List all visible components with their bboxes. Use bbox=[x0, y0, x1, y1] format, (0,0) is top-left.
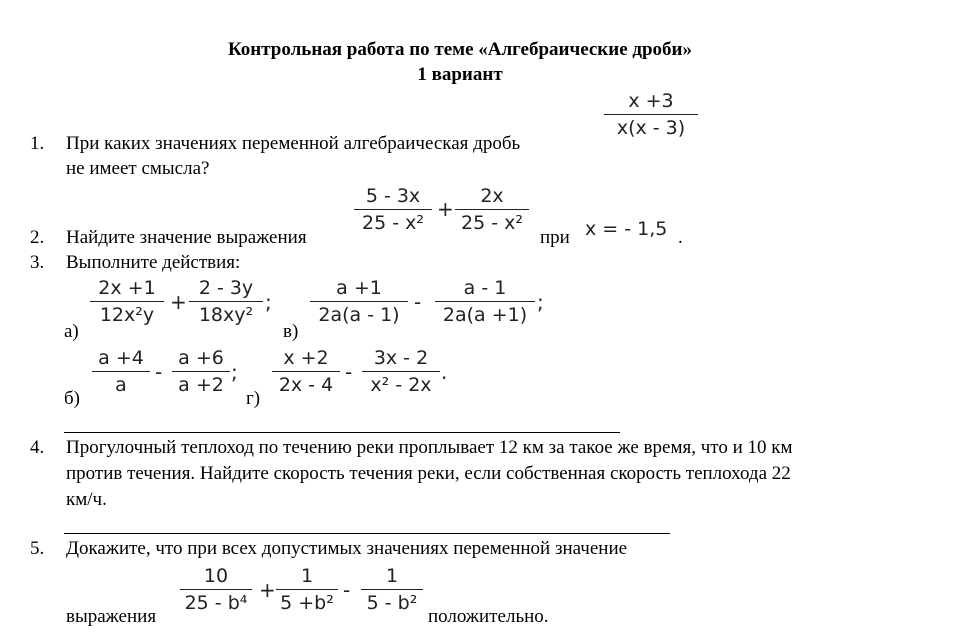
task-text: положительно. bbox=[428, 606, 549, 627]
task-text: выражения bbox=[66, 606, 157, 627]
fraction-bar bbox=[276, 589, 338, 590]
fraction bbox=[276, 565, 338, 614]
numerator: a +1 bbox=[336, 277, 382, 299]
fraction bbox=[354, 185, 432, 234]
task-number: 3. bbox=[30, 252, 45, 273]
part-label: б) bbox=[64, 388, 80, 409]
task-text: Найдите значение выражения bbox=[66, 227, 307, 248]
fraction-bar bbox=[354, 209, 432, 210]
plus-sign: + bbox=[170, 290, 187, 314]
fraction-bar bbox=[180, 589, 252, 590]
semicolon: ; bbox=[231, 360, 238, 384]
fraction-bar bbox=[361, 589, 423, 590]
part-label: а) bbox=[64, 321, 79, 342]
numerator: a +6 bbox=[178, 347, 224, 369]
fraction bbox=[92, 347, 150, 396]
denominator: 2a(a - 1) bbox=[318, 304, 400, 326]
task-text: Прогулочный теплоход по течению реки проплывает 12 км за такое же время, что и 10 км bbox=[66, 437, 793, 458]
denominator: 5 +b² bbox=[280, 592, 334, 614]
denominator: a bbox=[115, 374, 127, 396]
task-number: 2. bbox=[30, 227, 45, 248]
numerator: 2 - 3y bbox=[198, 277, 254, 299]
part-label: в) bbox=[283, 321, 299, 342]
plus-sign: + bbox=[437, 197, 454, 221]
fraction bbox=[310, 277, 408, 326]
numerator: 2x +1 bbox=[98, 277, 156, 299]
task-text: При каких значениях переменной алгебраическая дробь bbox=[66, 133, 521, 154]
fraction-bar bbox=[272, 371, 340, 372]
fraction bbox=[435, 277, 535, 326]
document-title: Контрольная работа по теме «Алгебраические дроби» bbox=[227, 39, 693, 60]
task-text: Докажите, что при всех допустимых значениях переменной значение bbox=[66, 538, 628, 559]
fraction-bar bbox=[310, 301, 408, 302]
numerator: 2x bbox=[480, 185, 504, 207]
denominator: 25 - x² bbox=[461, 212, 523, 234]
fraction-bar bbox=[455, 209, 529, 210]
numerator: x +2 bbox=[283, 347, 329, 369]
task-text: км/ч. bbox=[66, 489, 107, 510]
variant-label: 1 вариант bbox=[417, 64, 503, 85]
fraction-bar bbox=[189, 301, 263, 302]
fraction bbox=[362, 347, 440, 396]
numerator: x +3 bbox=[628, 90, 674, 112]
task-number: 4. bbox=[30, 437, 45, 458]
at-word: при bbox=[540, 227, 570, 248]
denominator: 2a(a +1) bbox=[442, 304, 528, 326]
numerator: 10 bbox=[203, 565, 229, 587]
numerator: 5 - 3x bbox=[365, 185, 421, 207]
fraction-bar bbox=[172, 371, 230, 372]
task-number: 1. bbox=[30, 133, 45, 154]
semicolon: ; bbox=[265, 290, 272, 314]
period: . bbox=[441, 360, 448, 384]
numerator: 1 bbox=[385, 565, 399, 587]
fraction-bar bbox=[90, 301, 164, 302]
numerator: a +4 bbox=[98, 347, 144, 369]
denominator: 2x - 4 bbox=[278, 374, 334, 396]
fraction bbox=[361, 565, 423, 614]
fraction-bar bbox=[435, 301, 535, 302]
denominator: 5 - b² bbox=[366, 592, 418, 614]
numerator: a - 1 bbox=[463, 277, 507, 299]
task-text: Выполните действия: bbox=[66, 252, 241, 273]
minus-sign: - bbox=[155, 360, 163, 384]
denominator: 12x²y bbox=[99, 304, 155, 326]
fraction bbox=[180, 565, 252, 614]
fraction-bar bbox=[362, 371, 440, 372]
fraction bbox=[272, 347, 340, 396]
fraction bbox=[189, 277, 263, 326]
answer-line bbox=[64, 533, 670, 534]
minus-sign: - bbox=[414, 290, 422, 314]
denominator: 18xy² bbox=[198, 304, 254, 326]
condition: x = - 1,5 bbox=[585, 218, 668, 240]
denominator: x(x - 3) bbox=[616, 117, 686, 139]
denominator: 25 - b⁴ bbox=[184, 592, 248, 614]
task-text: против течения. Найдите скорость течения реки, если собственная скорость теплохода 22 bbox=[66, 463, 791, 484]
denominator: 25 - x² bbox=[362, 212, 424, 234]
fraction bbox=[455, 185, 529, 234]
denominator: x² - 2x bbox=[370, 374, 432, 396]
semicolon: ; bbox=[537, 290, 544, 314]
answer-line bbox=[64, 432, 620, 433]
numerator: 3x - 2 bbox=[373, 347, 429, 369]
denominator: a +2 bbox=[178, 374, 224, 396]
task-text: не имеет смысла? bbox=[66, 158, 210, 179]
fraction bbox=[604, 90, 698, 139]
fraction bbox=[172, 347, 230, 396]
task-number: 5. bbox=[30, 538, 45, 559]
plus-sign: + bbox=[259, 578, 276, 602]
numerator: 1 bbox=[300, 565, 314, 587]
fraction bbox=[90, 277, 164, 326]
minus-sign: - bbox=[343, 578, 351, 602]
part-label: г) bbox=[246, 388, 261, 409]
minus-sign: - bbox=[345, 360, 353, 384]
period: . bbox=[678, 227, 683, 248]
fraction-bar bbox=[604, 114, 698, 115]
fraction-bar bbox=[92, 371, 150, 372]
